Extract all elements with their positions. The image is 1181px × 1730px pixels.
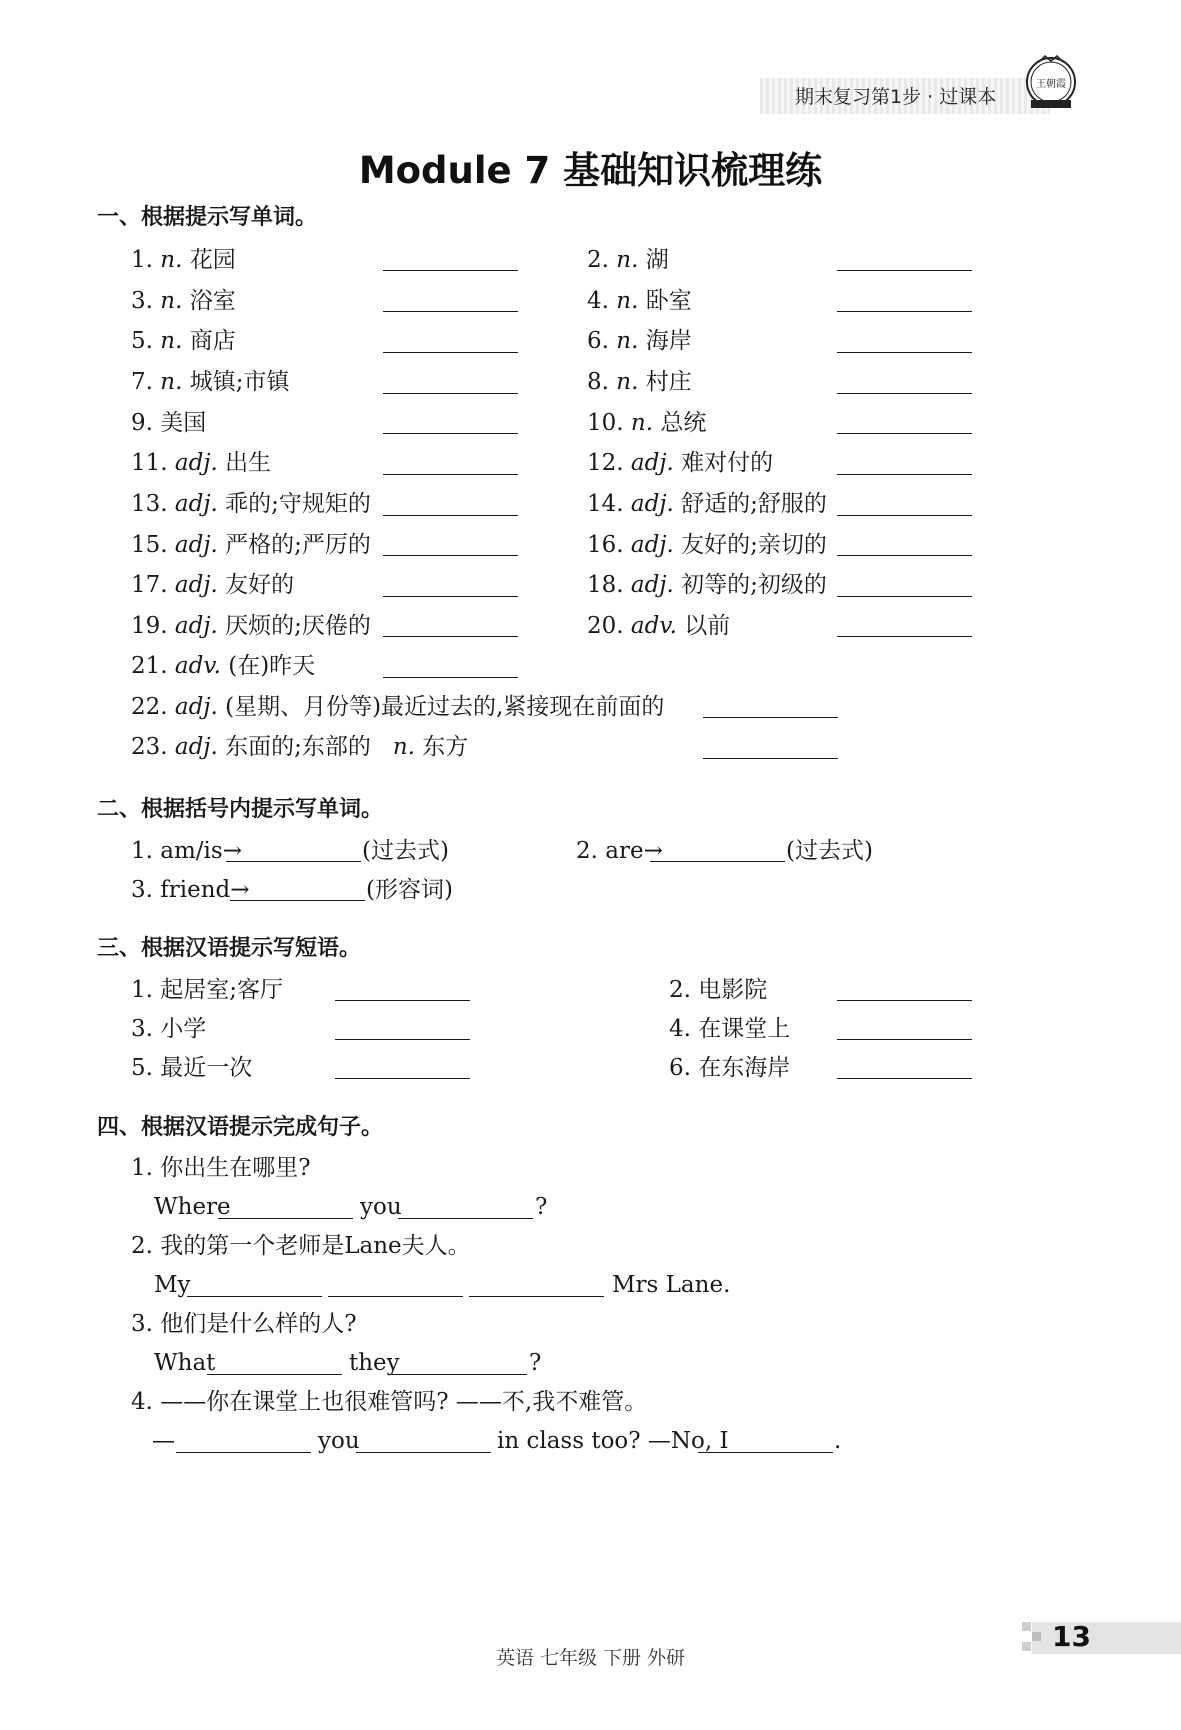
s2-answer-1[interactable]	[226, 861, 361, 862]
page-corner-blocks-icon	[1022, 1622, 1042, 1654]
s3-answer-1[interactable]	[335, 1000, 470, 1001]
s4-q3-blank-1[interactable]	[207, 1374, 342, 1375]
svg-text:王朝霞: 王朝霞	[1036, 79, 1066, 90]
s1-item-17: 17. adj. 友好的	[131, 572, 295, 598]
s1-item-11: 11. adj. 出生	[131, 450, 272, 476]
s1-item-12: 12. adj. 难对付的	[587, 450, 774, 476]
s3-answer-5[interactable]	[335, 1078, 470, 1079]
s1-item-20: 20. adv. 以前	[587, 613, 731, 639]
s3-item-1: 1. 起居室;客厅	[131, 977, 284, 1003]
section3-heading: 三、根据汉语提示写短语。	[97, 936, 362, 961]
s3-item-4: 4. 在课堂上	[669, 1016, 791, 1042]
s1-answer-13[interactable]	[383, 515, 518, 516]
s1-item-18: 18. adj. 初等的;初级的	[587, 572, 827, 598]
s4-q3-part-3: ?	[529, 1350, 542, 1376]
s3-item-6: 6. 在东海岸	[669, 1055, 791, 1081]
s1-item-9: 9. 美国	[131, 410, 207, 436]
s4-q2-part-1: My	[154, 1272, 191, 1298]
s1-item-15: 15. adj. 严格的;严厉的	[131, 532, 371, 558]
s1-item-3: 3. n. 浴室	[131, 288, 236, 314]
s3-answer-4[interactable]	[837, 1039, 972, 1040]
s1-item-14: 14. adj. 舒适的;舒服的	[587, 491, 827, 517]
s1-answer-14[interactable]	[837, 515, 972, 516]
s4-q1-part-1: Where	[154, 1194, 231, 1220]
s4-q4-part-4: .	[834, 1428, 842, 1454]
header-label: 期末复习第1步 · 过课本	[795, 86, 997, 108]
s4-q4-blank-2[interactable]	[356, 1452, 491, 1453]
s2-item-3-label: 3. friend→	[131, 877, 250, 903]
s4-q3-blank-2[interactable]	[392, 1374, 527, 1375]
section4-heading: 四、根据汉语提示完成句子。	[97, 1115, 384, 1140]
s1-item-16: 16. adj. 友好的;亲切的	[587, 532, 827, 558]
s1-item-2: 2. n. 湖	[587, 247, 669, 273]
s4-q3-part-2: they	[349, 1350, 400, 1376]
s4-q4-part-1: —	[152, 1428, 175, 1454]
s1-item-5: 5. n. 商店	[131, 328, 236, 354]
s2-item-2-label: 2. are→	[576, 838, 663, 864]
s4-q2-blank-3[interactable]	[469, 1296, 604, 1297]
s1-item-1: 1. n. 花园	[131, 247, 236, 273]
s1-answer-11[interactable]	[383, 474, 518, 475]
s2-item-1-label: 1. am/is→	[131, 838, 242, 864]
s4-prompt-2: 2. 我的第一个老师是Lane夫人。	[131, 1233, 471, 1259]
s1-answer-2[interactable]	[837, 270, 972, 271]
footer-subject: 英语 七年级 下册 外研	[495, 1647, 686, 1669]
s4-prompt-4: 4. ——你在课堂上也很难管吗? ——不,我不难管。	[131, 1389, 648, 1415]
s1-answer-17[interactable]	[383, 596, 518, 597]
s4-q4-part-3: in class too? —No, I	[497, 1428, 729, 1454]
s1-item-10: 10. n. 总统	[587, 410, 707, 436]
s4-q2-blank-2[interactable]	[328, 1296, 463, 1297]
s1-answer-22[interactable]	[703, 717, 838, 718]
s2-item-2-hint: (过去式)	[786, 838, 873, 864]
s1-item-23: 23. adj. 东面的;东部的 n. 东方	[131, 734, 469, 760]
page-title: Module 7 基础知识梳理练	[358, 149, 823, 192]
s1-item-6: 6. n. 海岸	[587, 328, 692, 354]
s4-prompt-1: 1. 你出生在哪里?	[131, 1155, 311, 1181]
s1-answer-3[interactable]	[383, 311, 518, 312]
s1-item-4: 4. n. 卧室	[587, 288, 692, 314]
s3-answer-6[interactable]	[837, 1078, 972, 1079]
s1-item-22: 22. adj. (星期、月份等)最近过去的,紧接现在前面的	[131, 694, 665, 720]
section2-heading: 二、根据括号内提示写单词。	[97, 797, 384, 822]
s4-q1-blank-1[interactable]	[218, 1218, 353, 1219]
s2-item-3-hint: (形容词)	[366, 877, 453, 903]
s1-answer-20[interactable]	[837, 636, 972, 637]
s3-answer-2[interactable]	[837, 1000, 972, 1001]
s1-item-13: 13. adj. 乖的;守规矩的	[131, 491, 371, 517]
s1-item-7: 7. n. 城镇;市镇	[131, 369, 290, 395]
s1-answer-16[interactable]	[837, 555, 972, 556]
s1-item-19: 19. adj. 厌烦的;厌倦的	[131, 613, 371, 639]
s1-answer-18[interactable]	[837, 596, 972, 597]
s4-q2-blank-1[interactable]	[187, 1296, 322, 1297]
s4-q2-part-2: Mrs Lane.	[612, 1272, 731, 1298]
s1-answer-12[interactable]	[837, 474, 972, 475]
publisher-logo-icon	[1025, 52, 1077, 112]
s2-answer-3[interactable]	[230, 900, 365, 901]
s3-item-2: 2. 电影院	[669, 977, 768, 1003]
s4-prompt-3: 3. 他们是什么样的人?	[131, 1311, 357, 1337]
s4-q1-blank-2[interactable]	[398, 1218, 533, 1219]
s1-answer-10[interactable]	[837, 433, 972, 434]
s1-answer-9[interactable]	[383, 433, 518, 434]
s4-q4-blank-3[interactable]	[698, 1452, 833, 1453]
section1-heading: 一、根据提示写单词。	[97, 205, 318, 230]
s1-answer-4[interactable]	[837, 311, 972, 312]
s1-answer-23[interactable]	[703, 758, 838, 759]
s2-answer-2[interactable]	[650, 861, 785, 862]
s4-q1-part-2: you	[360, 1194, 402, 1220]
s1-item-8: 8. n. 村庄	[587, 369, 692, 395]
s1-answer-1[interactable]	[383, 270, 518, 271]
s3-item-3: 3. 小学	[131, 1016, 207, 1042]
s4-q4-part-2: you	[318, 1428, 360, 1454]
s1-answer-15[interactable]	[383, 555, 518, 556]
s1-answer-5[interactable]	[383, 352, 518, 353]
s3-item-5: 5. 最近一次	[131, 1055, 253, 1081]
s1-answer-7[interactable]	[383, 393, 518, 394]
s4-q4-blank-1[interactable]	[176, 1452, 311, 1453]
s1-answer-8[interactable]	[837, 393, 972, 394]
s4-q3-part-1: What	[154, 1350, 216, 1376]
s1-answer-6[interactable]	[837, 352, 972, 353]
page-number: 13	[1052, 1620, 1091, 1653]
s4-q1-part-3: ?	[535, 1194, 548, 1220]
s3-answer-3[interactable]	[335, 1039, 470, 1040]
s1-answer-19[interactable]	[383, 636, 518, 637]
s2-item-1-hint: (过去式)	[362, 838, 449, 864]
s1-answer-21[interactable]	[383, 677, 518, 678]
s1-item-21: 21. adv. (在)昨天	[131, 653, 316, 679]
